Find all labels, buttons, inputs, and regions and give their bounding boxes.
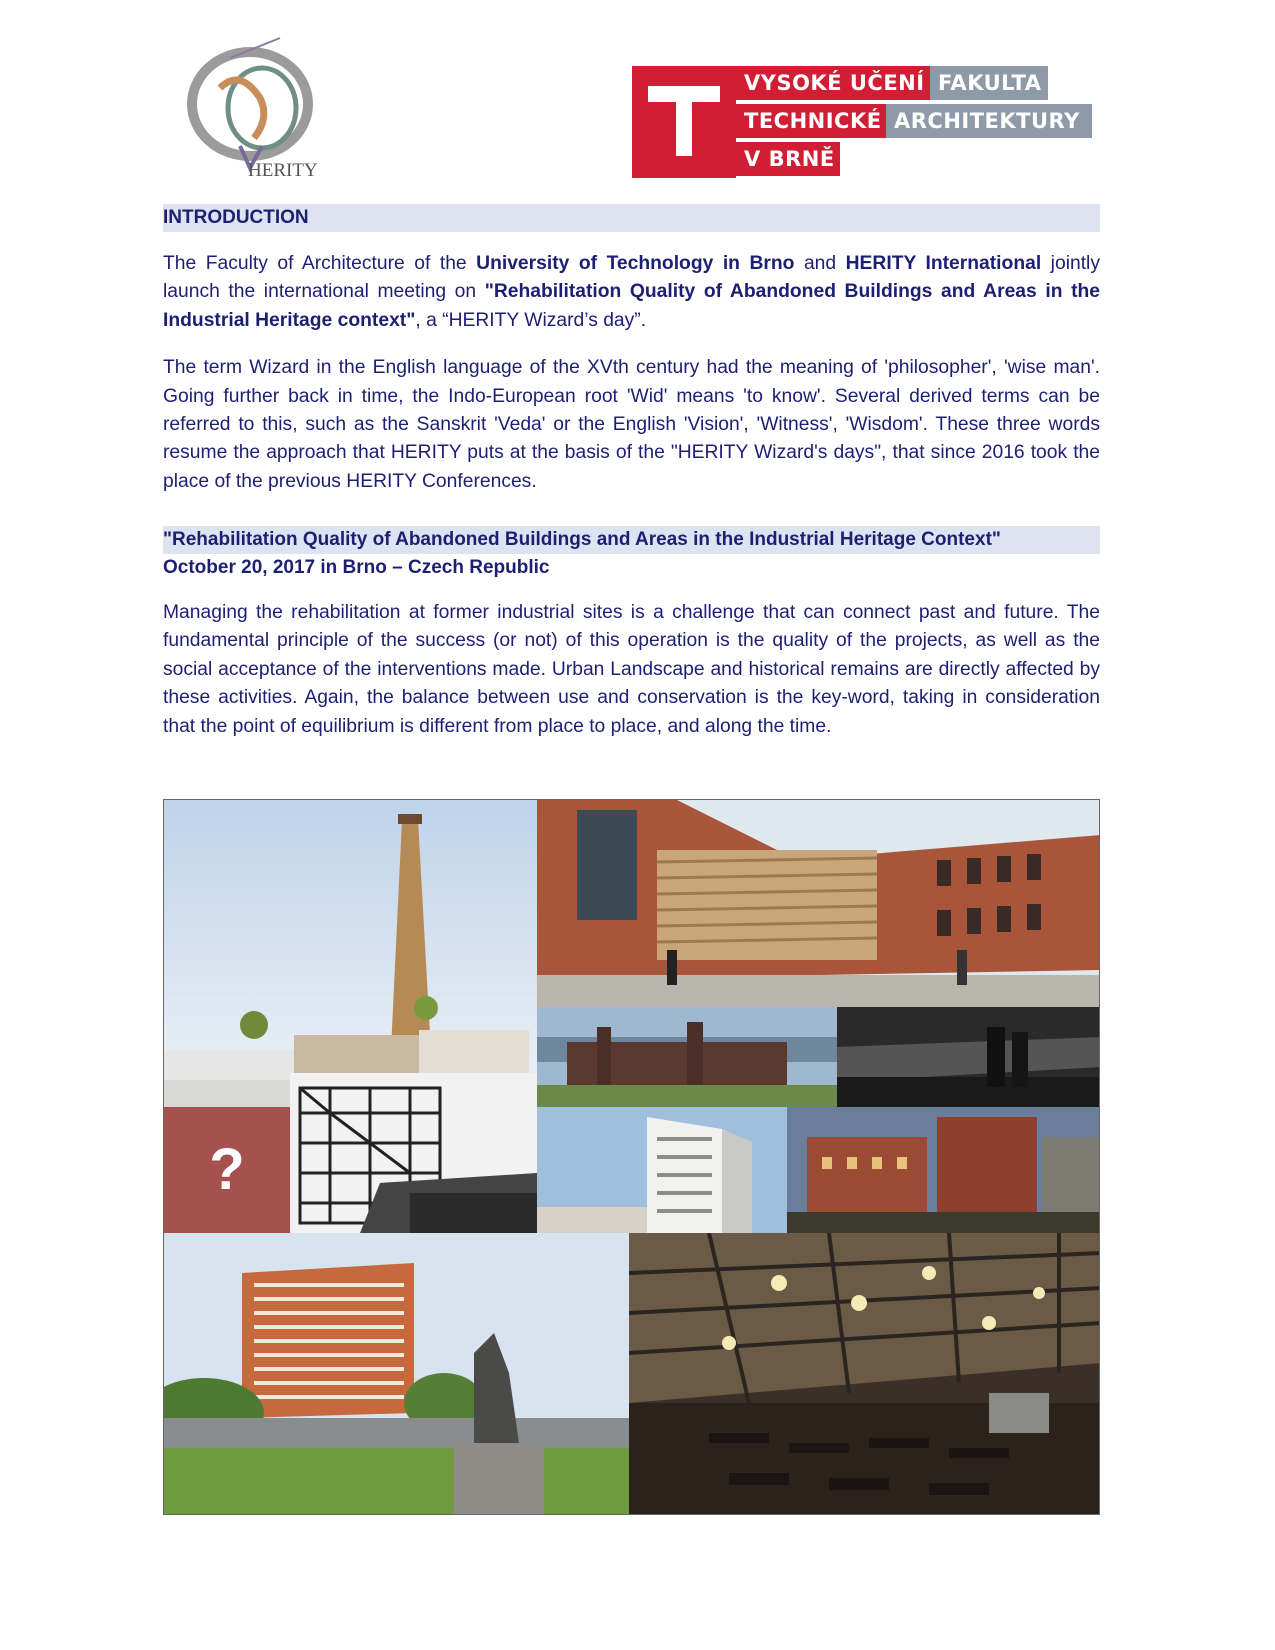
vut-line1-left: VYSOKÉ UČENÍ: [736, 66, 930, 100]
red-brick-mill-photo: [787, 1107, 1100, 1239]
event-section: [163, 526, 1100, 741]
intro-p1-university: University of Technology in Brno: [476, 253, 795, 274]
intro-paragraph-2: The term Wizard in the English language of the XVth century had the meaning of 'philosopher', 'wise man'. Going further back in time, the Indo-European root 'Wid' means 'to know'. Several derived terms can be referred to this, such as the Sanskrit 'Veda' or the English 'Vision', 'Witness', 'Wisdom'. These three words resume the approach that HERITY puts at the basis of the "HERITY Wizard's days", that since 2016 took the place of the previous HERITY Conferences.: [163, 357, 1100, 492]
intro-p1-text3: jointly launch the international meeting on: [163, 253, 1100, 303]
herity-logo: [170, 28, 330, 188]
vut-line2-left: TECHNICKÉ: [736, 104, 886, 138]
intro-paragraph-1: [163, 250, 1100, 335]
gasworks-photo: [537, 1007, 837, 1107]
intro-p1-herity: HERITY International: [845, 253, 1042, 274]
gasholder-photo: [290, 1073, 537, 1233]
vut-line2-right: ARCHITEKTURY: [886, 104, 1092, 138]
intro-p1-text4: , a “HERITY Wizard’s day”.: [415, 309, 647, 331]
event-title: "Rehabilitation Quality of Abandoned Buildings and Areas in the Industrial Heritage Context": [163, 526, 1100, 554]
intro-p1-meeting-title: "Rehabilitation Quality of Abandoned Buildings and Areas in the Industrial Heritage context": [163, 281, 1100, 331]
introduction-heading: INTRODUCTION: [163, 204, 1100, 232]
intro-p1-text1: The Faculty of Architecture of the: [163, 253, 477, 274]
highrise-statue-photo: [164, 1233, 629, 1515]
vut-t-block: [632, 66, 736, 178]
photo-collage: [163, 799, 1100, 1515]
vut-line1-right: FAKULTA: [930, 66, 1048, 100]
herity-logo-text: HERITY: [248, 160, 318, 181]
intro-p1-text2: and: [794, 253, 846, 274]
introduction-section: [163, 204, 1100, 496]
question-mark: ?: [209, 1137, 245, 1202]
brick-facade-photo: [537, 800, 1100, 1007]
canal-photo: [837, 1007, 1100, 1107]
chimney-photo: [164, 800, 537, 1107]
question-mark-tile: [164, 1107, 290, 1233]
vut-logo: [632, 66, 1096, 182]
vut-line3-left: V BRNĚ: [736, 142, 840, 176]
event-date: October 20, 2017 in Brno – Czech Republic: [163, 557, 550, 578]
event-paragraph: Managing the rehabilitation at former industrial sites is a challenge that can connect past and future. The fundamental principle of the success (or not) of this operation is the quality of the projects, as well as the social acceptance of the interventions made. Urban Landscape and historical remains are directly affected by these activities. Again, the balance between use and conservation is the key-word, taking in consideration that the point of equilibrium is different from place to place, and along the time.: [163, 602, 1100, 737]
industrial-hall-photo: [629, 1233, 1100, 1515]
